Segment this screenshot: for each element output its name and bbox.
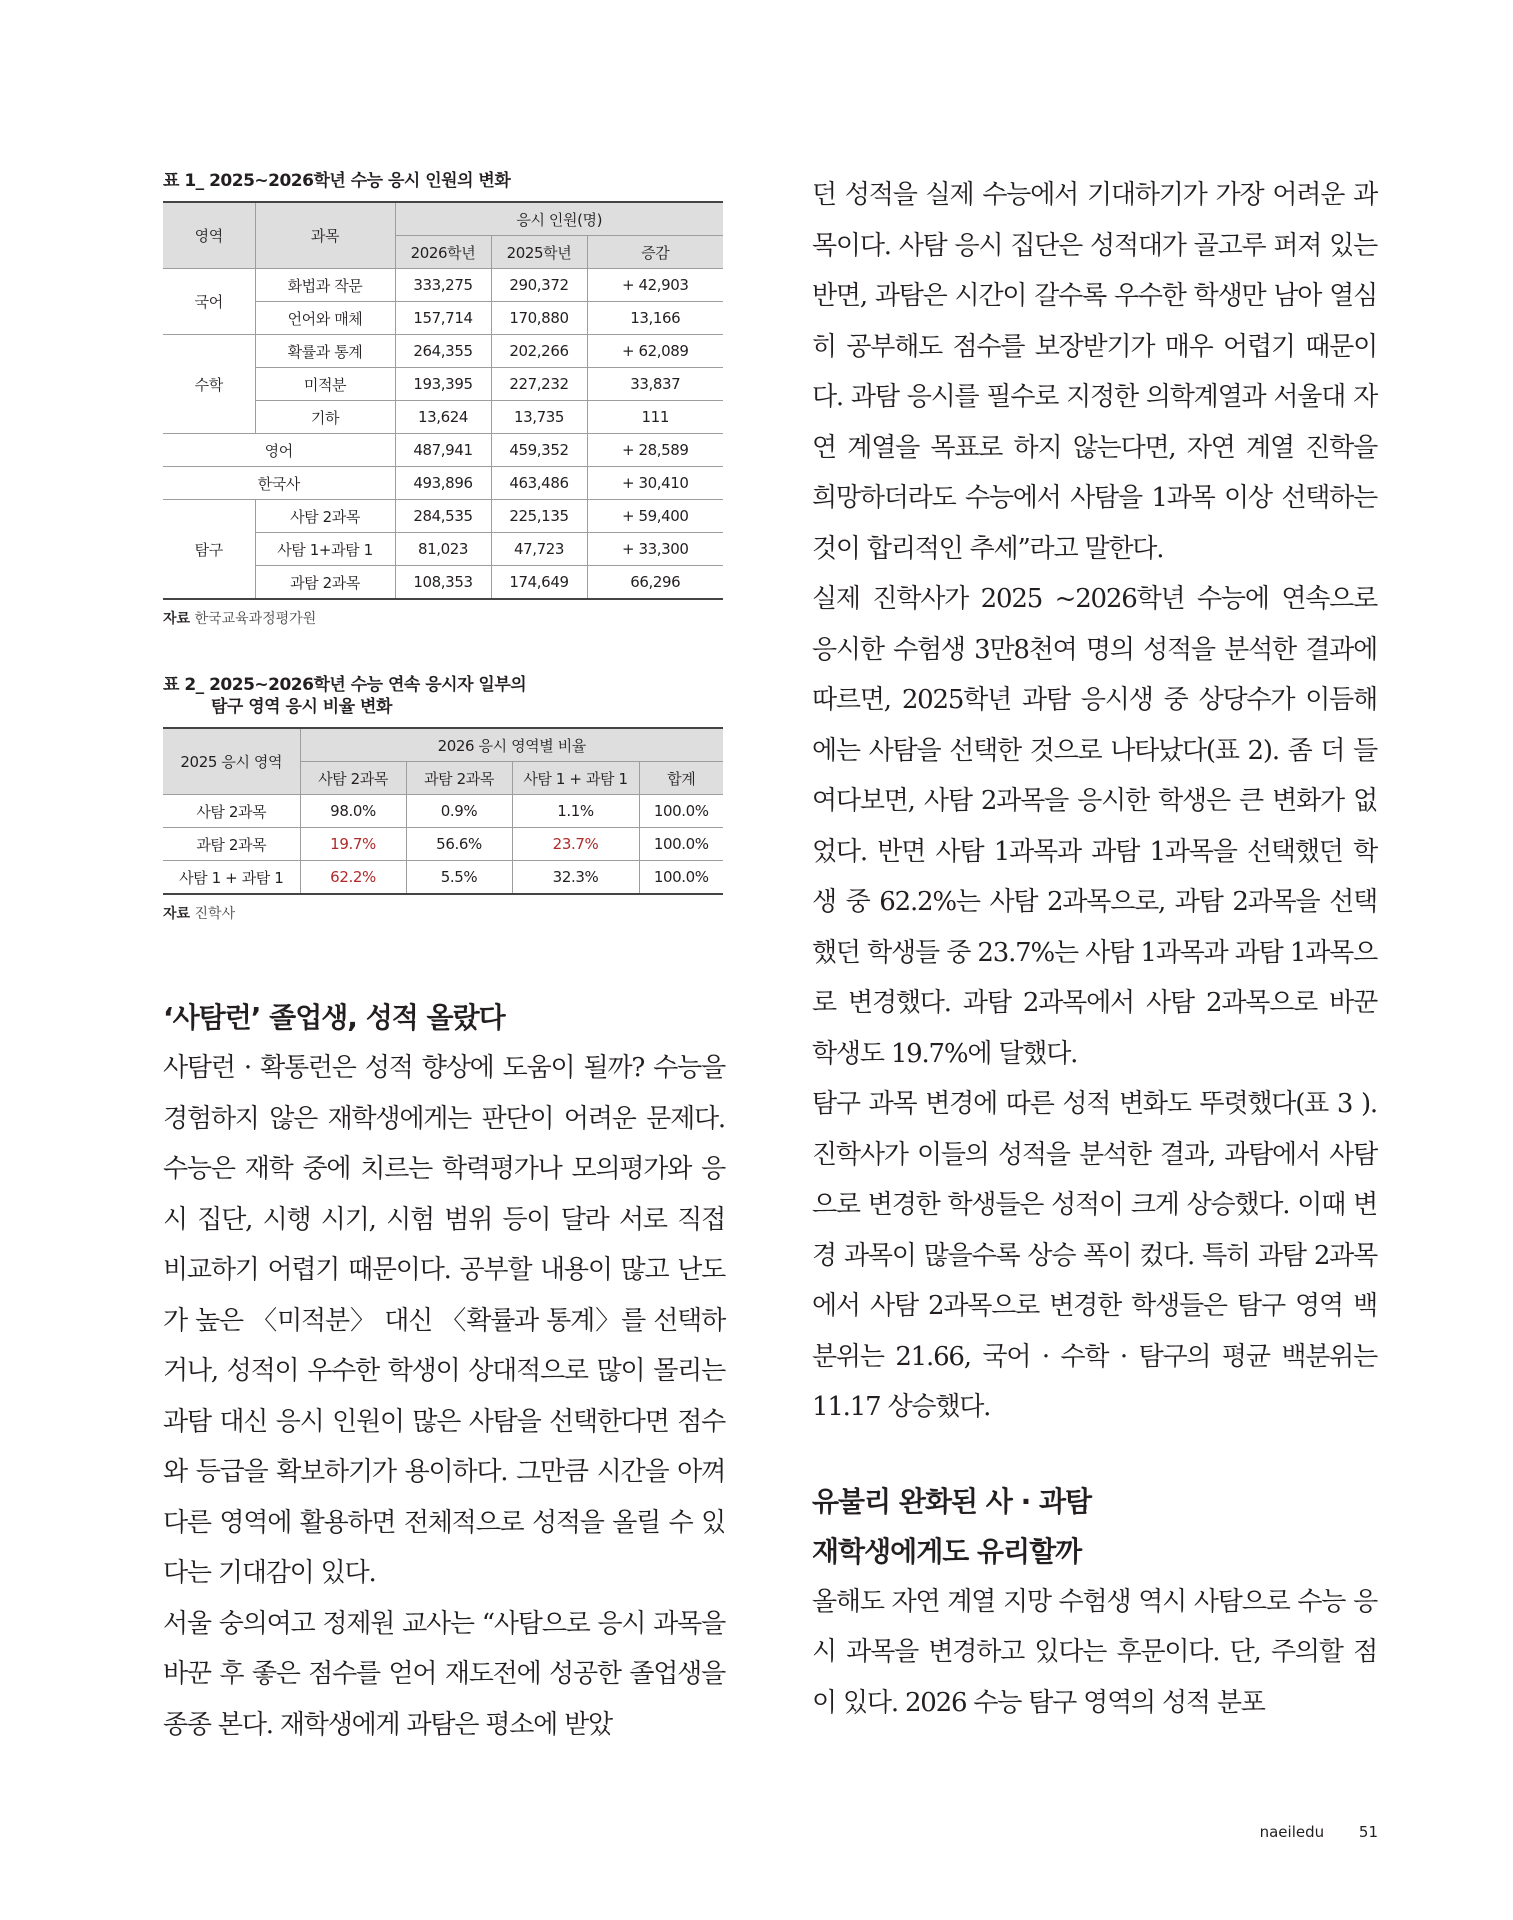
t2-header-c2: 과탐 2과목 [406, 762, 512, 795]
table-row [163, 861, 723, 895]
t1-2025-cell: 225,135 [491, 500, 587, 533]
t1-subject-cell: 사탐 2과목 [255, 500, 395, 533]
body-paragraph: 사탐런 · 확통런은 성적 향상에 도움이 될까? 수능을 경험하지 않은 재학생에게는 판단이 어려운 문제다. 수능은 재학 중에 치르는 학력평가나 모의평가와 응시 집단, 시행 시기, 시험 범위 등이 달라 서로 직접 비교하기 어렵기 때문이다. 공부할 내용이 많고 난도가 높은 〈미적분〉 대신 〈확률과 통계〉를 선택하거나, 성적이 우수한 학생이 상대적으로 많이 몰리는 과탐 대신 응시 인원이 많은 사탐을 선택한다면 점수와 등급을 확보하기가 용이하다. 그만큼 시간을 아껴 다른 영역에 활용하면 전체적으로 성적을 올릴 수 있다는 기대감이 있다. [163, 1053, 725, 1588]
t2-c1-cell: 98.0% [300, 795, 406, 828]
t1-2025-cell: 290,372 [491, 269, 587, 302]
t2-c1-cell-highlight: 19.7% [300, 828, 406, 861]
t2-c1-cell-highlight: 62.2% [300, 861, 406, 895]
t1-area-cell: 한국사 [163, 467, 395, 500]
t1-subject-cell: 화법과 작문 [255, 269, 395, 302]
t1-2025-cell: 227,232 [491, 368, 587, 401]
t2-label-cell: 사탐 2과목 [163, 795, 300, 828]
table2-caption [163, 674, 725, 718]
t1-2025-cell: 47,723 [491, 533, 587, 566]
table1-source [163, 608, 725, 628]
t2-header-c4: 합계 [639, 762, 723, 795]
t1-area-cell: 영어 [163, 434, 395, 467]
section-heading [812, 1477, 1377, 1577]
t2-c3-cell-highlight: 23.7% [512, 828, 639, 861]
t1-header-subject: 과목 [255, 202, 395, 269]
t2-c2-cell: 5.5% [406, 861, 512, 895]
t1-header-2026: 2026학년 [395, 236, 491, 269]
page-number: 51 [1358, 1823, 1378, 1841]
source-text: 진학사 [194, 906, 236, 922]
t1-2026-cell: 493,896 [395, 467, 491, 500]
t1-change-cell: + 62,089 [587, 335, 723, 368]
body-paragraph: 실제 진학사가 2025 ~2026학년 수능에 연속으로 응시한 수험생 3만8천여 명의 성적을 분석한 결과에 따르면, 2025학년 과탐 응시생 중 상당수가 이듬해에는 사탐을 선택한 것으로 나타났다(표 2). 좀 더 들여다보면, 사탐 2과목을 응시한 학생은 큰 변화가 없었다. 반면 사탐 1과목과 과탐 1과목을 선택했던 학생 중 62.2%는 사탐 2과목으로, 과탐 2과목을 선택했던 학생들 중 23.7%는 사탐 1과목과 과탐 1과목으로 변경했다. 과탐 2과목에서 사탐 2과목으로 바꾼 학생도 19.7%에 달했다. [812, 584, 1377, 1069]
t1-2025-cell: 459,352 [491, 434, 587, 467]
t1-2026-cell: 284,535 [395, 500, 491, 533]
source-label: 자료 [163, 906, 191, 922]
t1-2025-cell: 202,266 [491, 335, 587, 368]
t2-c3-cell: 1.1% [512, 795, 639, 828]
body-paragraph: 서울 숭의여고 정제원 교사는 “사탐으로 응시 과목을 바꾼 후 좋은 점수를 얻어 재도전에 성공한 졸업생을 종종 본다. 재학생에게 과탐은 평소에 받았 [163, 1608, 725, 1740]
t1-area-cell: 탐구 [163, 500, 255, 600]
body-paragraph: 올해도 자연 계열 지망 수험생 역시 사탐으로 수능 응시 과목을 변경하고 있다는 후문이다. 단, 주의할 점이 있다. 2026 수능 탐구 영역의 성적 분포 [812, 1586, 1377, 1718]
table2-caption-line1: 표 2_ 2025~2026학년 수능 연속 응시자 일부의 [163, 675, 527, 695]
t1-2026-cell: 81,023 [395, 533, 491, 566]
t1-subject-cell: 사탐 1+과탐 1 [255, 533, 395, 566]
t2-c4-cell: 100.0% [639, 861, 723, 895]
table-row [163, 795, 723, 828]
table-row [163, 335, 723, 368]
table2-source [163, 903, 725, 923]
t2-header-c1: 사탐 2과목 [300, 762, 406, 795]
t1-2025-cell: 174,649 [491, 566, 587, 600]
t1-header-change: 증감 [587, 236, 723, 269]
table-row [163, 434, 723, 467]
table-row [163, 500, 723, 533]
t2-header-ratio: 2026 응시 영역별 비율 [300, 728, 723, 762]
t2-header-c3: 사탐 1 + 과탐 1 [512, 762, 639, 795]
page-footer [1260, 1823, 1378, 1841]
t1-change-cell: + 30,410 [587, 467, 723, 500]
body-paragraph: 던 성적을 실제 수능에서 기대하기가 가장 어려운 과목이다. 사탐 응시 집단은 성적대가 골고루 퍼져 있는 반면, 과탐은 시간이 갈수록 우수한 학생만 남아 열심히 공부해도 점수를 보장받기가 매우 어렵기 때문이다. 과탐 응시를 필수로 지정한 의학계열과 서울대 자연 계열을 목표로 하지 않는다면, 자연 계열 진학을 희망하더라도 수능에서 사탐을 1과목 이상 선택하는 것이 합리적인 추세”라고 말한다. [812, 180, 1377, 564]
section-heading-line2: 재학생에게도 유리할까 [812, 1534, 1082, 1568]
t1-change-cell: 66,296 [587, 566, 723, 600]
t1-change-cell: + 33,300 [587, 533, 723, 566]
t1-change-cell: + 59,400 [587, 500, 723, 533]
t1-change-cell: + 28,589 [587, 434, 723, 467]
left-article [163, 993, 725, 1750]
t1-2026-cell: 487,941 [395, 434, 491, 467]
table1-block [163, 170, 725, 628]
t1-subject-cell: 언어와 매체 [255, 302, 395, 335]
section-heading: ‘사탐런’ 졸업생, 성적 올랐다 [163, 1001, 505, 1034]
section-heading-line1: 유불리 완화된 사 · 과탐 [812, 1484, 1092, 1518]
t1-area-cell: 국어 [163, 269, 255, 335]
t1-subject-cell: 과탐 2과목 [255, 566, 395, 600]
t1-change-cell: 111 [587, 401, 723, 434]
t2-c2-cell: 0.9% [406, 795, 512, 828]
source-label: 자료 [163, 611, 191, 627]
t2-c3-cell: 32.3% [512, 861, 639, 895]
t1-2026-cell: 13,624 [395, 401, 491, 434]
t1-header-area: 영역 [163, 202, 255, 269]
table2 [163, 727, 723, 895]
t1-2026-cell: 193,395 [395, 368, 491, 401]
t1-change-cell: 33,837 [587, 368, 723, 401]
t1-subject-cell: 확률과 통계 [255, 335, 395, 368]
table1-caption: 표 1_ 2025~2026학년 수능 응시 인원의 변화 [163, 171, 511, 191]
t2-c4-cell: 100.0% [639, 795, 723, 828]
table-row [163, 467, 723, 500]
t1-subject-cell: 기하 [255, 401, 395, 434]
t1-2026-cell: 264,355 [395, 335, 491, 368]
t1-header-2025: 2025학년 [491, 236, 587, 269]
table2-block [163, 674, 725, 923]
t1-area-cell: 수학 [163, 335, 255, 434]
t1-header-applicants: 응시 인원(명) [395, 202, 723, 236]
table2-caption-line2: 탐구 영역 응시 비율 변화 [211, 697, 392, 717]
t1-change-cell: + 42,903 [587, 269, 723, 302]
t2-c4-cell: 100.0% [639, 828, 723, 861]
table-row [163, 828, 723, 861]
left-column [163, 170, 725, 1750]
t2-label-cell: 과탐 2과목 [163, 828, 300, 861]
t1-2025-cell: 170,880 [491, 302, 587, 335]
right-column [812, 170, 1377, 1728]
t2-label-cell: 사탐 1 + 과탐 1 [163, 861, 300, 895]
t1-2026-cell: 333,275 [395, 269, 491, 302]
source-text: 한국교육과정평가원 [194, 611, 317, 627]
t1-change-cell: 13,166 [587, 302, 723, 335]
t1-2026-cell: 157,714 [395, 302, 491, 335]
t1-2026-cell: 108,353 [395, 566, 491, 600]
t1-subject-cell: 미적분 [255, 368, 395, 401]
table1 [163, 201, 723, 600]
table-row [163, 269, 723, 302]
t2-c2-cell: 56.6% [406, 828, 512, 861]
t2-header-prev: 2025 응시 영역 [163, 728, 300, 795]
footer-brand: naeiledu [1259, 1823, 1325, 1841]
t1-2025-cell: 13,735 [491, 401, 587, 434]
t1-2025-cell: 463,486 [491, 467, 587, 500]
body-paragraph: 탐구 과목 변경에 따른 성적 변화도 뚜렷했다(표 3 ). 진학사가 이들의 성적을 분석한 결과, 과탐에서 사탐으로 변경한 학생들은 성적이 크게 상승했다. 이때 변경 과목이 많을수록 상승 폭이 컸다. 특히 과탐 2과목에서 사탐 2과목으로 변경한 학생들은 탐구 영역 백분위는 21.66, 국어 · 수학 · 탐구의 평균 백분위는 11.17 상승했다. [812, 1089, 1377, 1422]
